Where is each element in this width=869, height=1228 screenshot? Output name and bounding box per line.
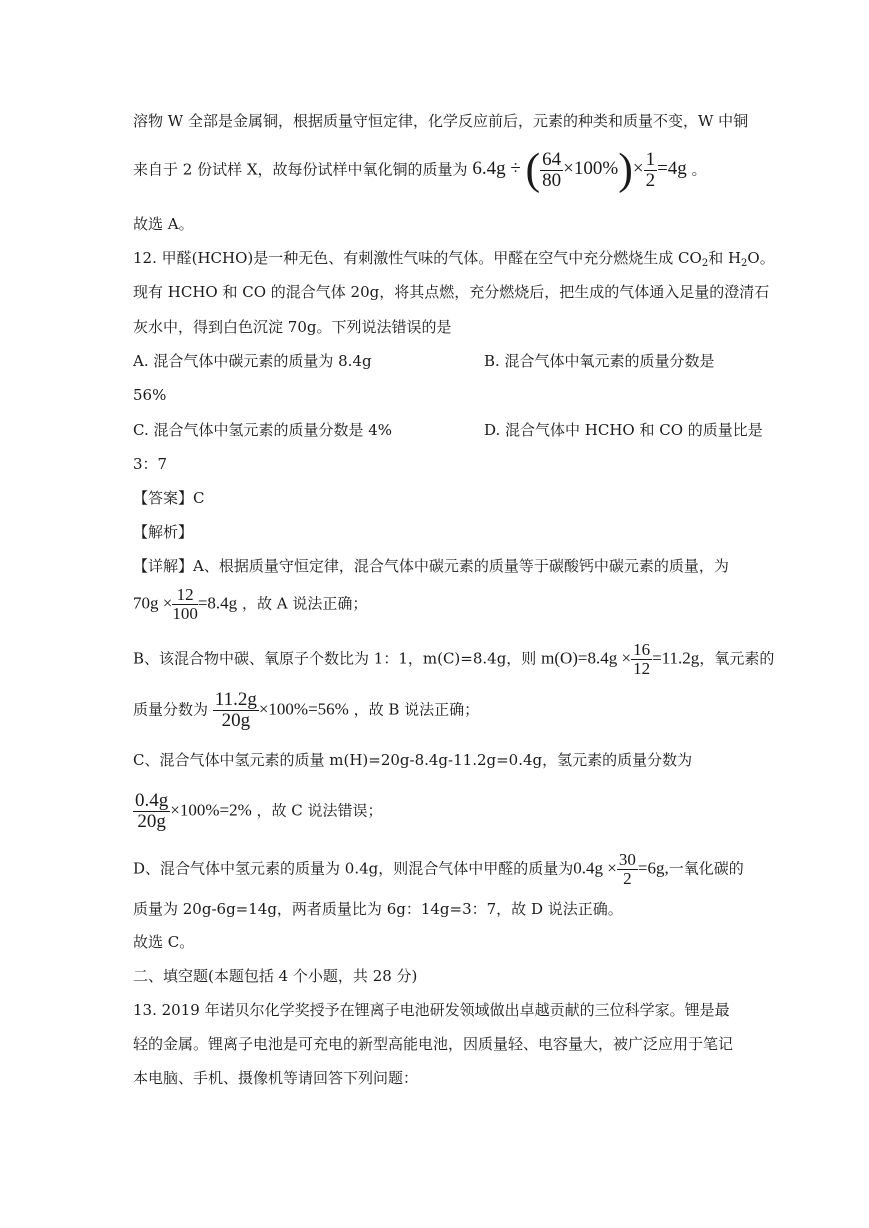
formula-line-b2: 质量分数为 $\frac{11.2g}{20g}$ ×100%=56% ，故 B 说法正确； — [133, 689, 480, 731]
formula-line-b: B、该混合物中碳、氧原子个数比为 1：1，m(C)=8.4g，则 m(O)=8.4g × $\frac{16}{12}$ =11.2g，氧元素的 — [133, 640, 775, 678]
fraction: $\frac{30}{2}$ — [618, 850, 636, 888]
fraction: $\frac{0.4g}{20g}$ — [135, 790, 169, 832]
left-paren: ( — [525, 145, 541, 194]
fraction: $\frac{16}{12}$ — [633, 640, 651, 678]
fraction: $\frac{12}{100}$ — [172, 585, 198, 623]
option-a: A. 混合气体中碳元素的质量为 8.4g — [133, 352, 372, 370]
section-heading: 二、填空题(本题包括 4 个小题，共 28 分) — [133, 967, 418, 985]
option-b: B. 混合气体中氧元素的质量分数是 — [484, 352, 715, 370]
fraction: $\frac{1}{2}$ — [645, 148, 656, 191]
right-paren: ) — [618, 145, 633, 194]
answer-label: 【答案】C — [133, 489, 205, 507]
conclusion: 故选 A。 — [133, 215, 194, 233]
option-b-continued: 56% — [133, 386, 167, 404]
formula-line-d: D、混合气体中氢元素的质量为 0.4g，则混合气体中甲醛的质量为0.4g × $\frac{30}{2}$ =6g,一氧化碳的 — [133, 850, 744, 888]
paragraph-c: C、混合气体中氢元素的质量 m(H)=20g-8.4g-11.2g=0.4g，氢元素的质量分数为 — [133, 751, 693, 769]
question-13-line: 本电脑、手机、摄像机等请回答下列问题： — [133, 1069, 419, 1087]
paragraph-line-with-formula: 来自于 2 份试样 X，故每份试样中氧化铜的质量为 6.4g ÷ ( $\frac{64}{80}$ ×100%)× $\frac{1}{2}$ =4g 。 — [133, 145, 707, 194]
option-c: C. 混合气体中氢元素的质量分数是 4% — [133, 421, 393, 439]
question-13-line: 13. 2019 年诺贝尔化学奖授予在锂离子电池研发领域做出卓越贡献的三位科学家。锂是最 — [133, 1001, 730, 1019]
fraction: $\frac{64}{80}$ — [542, 148, 562, 191]
fraction: $\frac{11.2g}{20g}$ — [214, 689, 257, 731]
question-13-line: 轻的金属。锂离子电池是可充电的新型高能电池，因质量轻、电容量大，被广泛应用于笔记 — [133, 1035, 734, 1053]
paragraph-line: 溶物 W 全部是金属铜，根据质量守恒定律，化学反应前后，元素的种类和质量不变，W 中铜 — [133, 112, 749, 130]
formula: 6.4g ÷ ( $\frac{64}{80}$ ×100%)× $\frac{1}{2}$ =4g — [472, 145, 687, 194]
formula-line-c2: $\frac{0.4g}{20g}$ ×100%=2% ，故 C 说法错误； — [135, 790, 383, 832]
conclusion: 故选 C。 — [133, 933, 195, 951]
question-12-line: 灰水中，得到白色沉淀 70g。下列说法错误的是 — [133, 318, 452, 336]
formula-line-a: 70g × $\frac{12}{100}$ =8.4g ，故 A 说法正确； — [133, 585, 368, 623]
option-d-continued: 3：7 — [133, 455, 168, 473]
option-d: D. 混合气体中 HCHO 和 CO 的质量比是 — [484, 421, 763, 439]
paragraph-d2: 质量为 20g-6g=14g，两者质量比为 6g：14g=3：7，故 D 说法正确。 — [133, 900, 623, 918]
question-12-line: 现有 HCHO 和 CO 的混合气体 20g，将其点燃，充分燃烧后，把生成的气体通入足量的澄清石 — [133, 283, 770, 301]
question-12-line: 12. 甲醛(HCHO)是一种无色、有刺激性气味的气体。甲醛在空气中充分燃烧生成 $CO_2$和 $H_2O$。 — [133, 249, 775, 269]
detail-line: 【详解】A、根据质量守恒定律，混合气体中碳元素的质量等于碳酸钙中碳元素的质量，为 — [133, 557, 729, 575]
analysis-label: 【解析】 — [133, 523, 194, 541]
